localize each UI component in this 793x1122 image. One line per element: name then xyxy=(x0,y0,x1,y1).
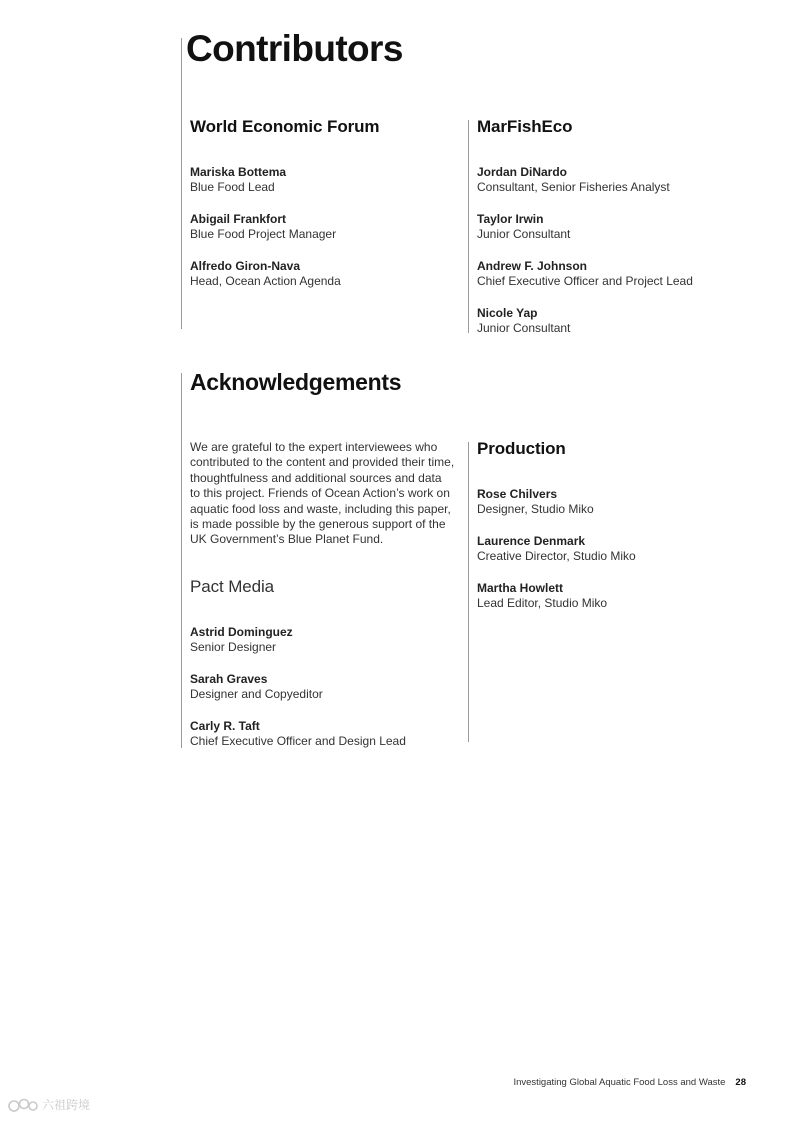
contributor-role: Head, Ocean Action Agenda xyxy=(190,274,341,288)
contributor-role: Designer, Studio Miko xyxy=(477,502,594,516)
contributor-role: Blue Food Lead xyxy=(190,180,275,194)
contributor-name: Martha Howlett xyxy=(477,581,564,595)
contributor-role: Creative Director, Studio Miko xyxy=(477,549,636,563)
contributor-item xyxy=(190,672,406,702)
contributor-role: Chief Executive Officer and Project Lead xyxy=(477,274,693,288)
contributor-item xyxy=(190,625,406,655)
contributor-item xyxy=(477,534,636,564)
page-footer xyxy=(513,1077,746,1088)
contributor-role: Consultant, Senior Fisheries Analyst xyxy=(477,180,670,194)
contributor-role: Senior Designer xyxy=(190,640,277,654)
contributor-name: Taylor Irwin xyxy=(477,212,544,226)
production-heading: Production xyxy=(477,439,566,458)
rule-production xyxy=(468,442,469,742)
contributor-name: Nicole Yap xyxy=(477,306,538,320)
contributor-role: Designer and Copyeditor xyxy=(190,687,323,701)
contributor-role: Chief Executive Officer and Design Lead xyxy=(190,734,406,748)
acknowledgements-heading: Acknowledgements xyxy=(190,369,402,395)
contributor-name: Rose Chilvers xyxy=(477,487,558,501)
acknowledgements-paragraph xyxy=(190,440,462,548)
contributor-role: Junior Consultant xyxy=(477,227,571,241)
page-title: Contributors xyxy=(186,28,403,69)
contributor-name: Jordan DiNardo xyxy=(477,165,568,179)
marfisheco-heading: MarFishEco xyxy=(477,117,573,136)
contributor-name: Mariska Bottema xyxy=(190,165,287,179)
production-contributors-list xyxy=(477,487,636,628)
contributor-name: Sarah Graves xyxy=(190,672,268,686)
rule-marfisheco xyxy=(468,120,469,333)
pact-media-heading: Pact Media xyxy=(190,577,275,596)
contributor-item xyxy=(190,259,341,289)
paragraph-line: is made possible by the generous support of the xyxy=(190,517,446,532)
contributor-name: Carly R. Taft xyxy=(190,719,260,733)
paragraph-line: thoughtfulness and additional sources and data xyxy=(190,470,442,485)
watermark-text: 六祖跨境 xyxy=(42,1098,91,1112)
contributor-item xyxy=(190,212,341,242)
rule-contributors xyxy=(181,38,182,329)
contributor-item xyxy=(190,165,341,195)
contributor-role: Blue Food Project Manager xyxy=(190,227,337,241)
contributor-name: Alfredo Giron-Nava xyxy=(190,259,301,273)
pact-media-contributors-list xyxy=(190,625,406,766)
contributor-item xyxy=(477,581,636,611)
contributor-item xyxy=(477,487,636,517)
contributor-item xyxy=(477,306,693,336)
contributor-name: Andrew F. Johnson xyxy=(477,259,588,273)
contributor-item xyxy=(477,259,693,289)
wef-heading: World Economic Forum xyxy=(190,117,380,136)
contributor-item xyxy=(190,719,406,749)
contributor-name: Laurence Denmark xyxy=(477,534,586,548)
watermark-logo-icon xyxy=(8,1097,38,1113)
paragraph-line: We are grateful to the expert interviewees who xyxy=(190,440,438,454)
watermark xyxy=(8,1096,90,1113)
contributor-name: Astrid Dominguez xyxy=(190,625,293,639)
footer-document-title: Investigating Global Aquatic Food Loss and Waste xyxy=(513,1077,726,1088)
page-number: 28 xyxy=(735,1077,746,1088)
paragraph-line: aquatic food loss and waste, including this paper, xyxy=(190,501,451,516)
contributor-role: Junior Consultant xyxy=(477,321,571,335)
contributor-item xyxy=(477,165,693,195)
rule-acknowledgements xyxy=(181,373,182,748)
contributor-role: Lead Editor, Studio Miko xyxy=(477,596,608,610)
paragraph-line: UK Government’s Blue Planet Fund. xyxy=(190,532,384,547)
contributor-name: Abigail Frankfort xyxy=(190,212,287,226)
paragraph-line: contributed to the content and provided their time, xyxy=(190,455,455,470)
contributor-item xyxy=(477,212,693,242)
marfisheco-contributors-list xyxy=(477,165,693,353)
wef-contributors-list xyxy=(190,165,341,306)
paragraph-line: to this project. Friends of Ocean Action’s work on xyxy=(190,486,450,501)
